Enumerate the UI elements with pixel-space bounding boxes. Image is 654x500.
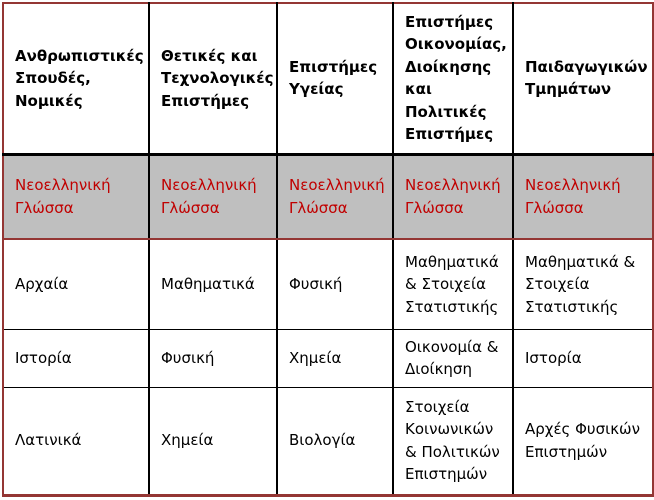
table-row (3, 239, 653, 329)
header-cell-health: Επιστήμες Υγείας (277, 3, 393, 154)
table-cell: Ιστορία (513, 329, 653, 387)
table-cell: Αρχαία (3, 239, 149, 329)
header-cell-pedagogy: Παιδαγωγικών Τμημάτων (513, 3, 653, 154)
table-cell: Βιολογία (277, 387, 393, 495)
header-cell-economics-politics: Επιστήμες Οικονομίας, Διοίκησης και Πολιτικές Επιστήμες (393, 3, 513, 154)
table-cell: Χημεία (149, 387, 277, 495)
table-cell: Αρχές Φυσικών Επιστημών (525, 420, 640, 461)
header-row (3, 3, 653, 154)
table-cell: Στοιχεία Κοινωνικών & Πολιτικών Επιστημών (393, 387, 513, 495)
exam-subjects-table (2, 2, 654, 497)
table-cell: Ιστορία (3, 329, 149, 387)
table-cell: Μαθηματικά (149, 239, 277, 329)
table-cell: Μαθηματικά & Στοιχεία Στατιστικής (393, 239, 513, 329)
highlight-cell: Νεοελληνική Γλώσσα (393, 154, 513, 239)
header-cell-humanities: Ανθρωπιστικές Σπουδές, Νομικές (3, 3, 149, 154)
highlight-cell: Νεοελληνική Γλώσσα (3, 154, 149, 239)
highlight-row (3, 154, 653, 239)
table-row (3, 329, 653, 387)
table-cell: Χημεία (277, 329, 393, 387)
table-cell: Φυσική (277, 239, 393, 329)
highlight-cell: Νεοελληνική Γλώσσα (149, 154, 277, 239)
highlight-cell: Νεοελληνική Γλώσσα (513, 154, 653, 239)
header-cell-science-tech: Θετικές και Τεχνολογικές Επιστήμες (149, 3, 277, 154)
table-cell: Οικονομία & Διοίκηση (393, 329, 513, 387)
table-cell: Μαθηματικά & Στοιχεία Στατιστικής (513, 239, 653, 329)
table-cell: Λατινικά (3, 387, 149, 495)
table-cell: Φυσική (149, 329, 277, 387)
highlight-cell: Νεοελληνική Γλώσσα (277, 154, 393, 239)
table-row (3, 387, 653, 495)
